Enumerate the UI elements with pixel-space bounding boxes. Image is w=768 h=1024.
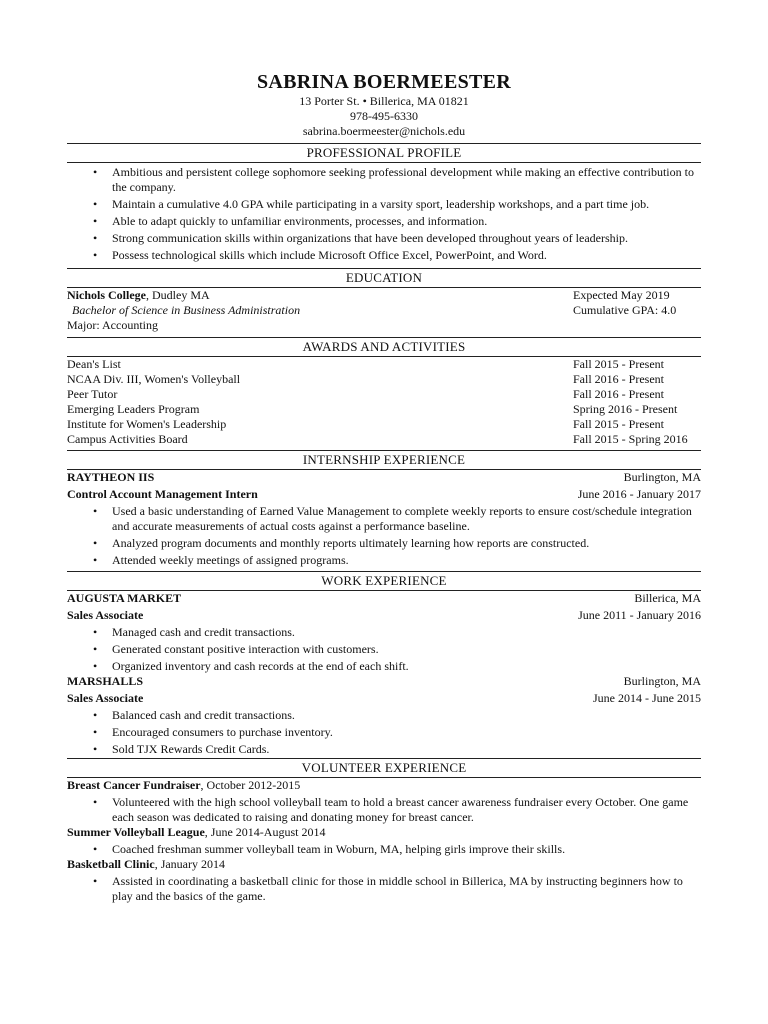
award-name: Peer Tutor [67,387,118,401]
job-header-row [67,591,701,606]
list-item: • Ambitious and persistent college sophomore seeking professional development while making an effective contribution to the company. [67,165,701,195]
job-title: Sales Associate [67,691,144,705]
company-name: MARSHALLS [67,674,144,688]
phone: 978-495-6330 [350,109,418,123]
internship-section [67,450,701,568]
volunteer-list [67,795,701,825]
job-header-row [67,674,701,689]
job-location: Burlington, MA [623,470,701,484]
candidate-name: SABRINA BOERMEESTER [256,71,512,93]
volunteer-list [67,842,701,857]
education-section [67,268,701,333]
job-duties-list [67,708,701,757]
education-row [67,318,701,333]
job-title: Control Account Management Intern [67,487,258,501]
work-section [67,571,701,757]
list-item: • Attended weekly meetings of assigned programs. [67,553,701,568]
school-name: Nichols College [67,288,146,302]
award-date: Fall 2016 - Present [573,387,664,401]
school-location: , Dudley MA [146,288,210,302]
award-row [67,357,701,372]
internship-list [67,504,701,568]
award-row [67,387,701,402]
address: 13 Porter St. • Billerica, MA 01821 [299,94,469,108]
award-date: Spring 2016 - Present [573,402,678,416]
award-row [67,372,701,387]
volunteer-dates: , June 2014-August 2014 [204,825,326,839]
volunteer-org: Summer Volleyball League [67,825,205,839]
education-row [67,288,701,303]
award-name: NCAA Div. III, Women's Volleyball [67,372,241,386]
list-item: • Coached freshman summer volleyball team in Woburn, MA, helping girls improve their skills. [67,842,701,857]
section-heading: VOLUNTEER EXPERIENCE [67,758,701,778]
section-heading: INTERNSHIP EXPERIENCE [67,450,701,470]
section-heading: WORK EXPERIENCE [67,571,701,591]
education-row [67,303,701,318]
email: sabrina.boermeester@nichols.edu [302,124,466,138]
award-name: Dean's List [67,357,121,371]
list-item: • Used a basic understanding of Earned Value Management to complete weekly reports to ensure cost/schedule integration and accurate measurements of actual costs against a performance baseline. [67,504,701,534]
job-duties-list [67,625,701,674]
volunteer-org: Basketball Clinic [67,857,155,871]
section-heading: EDUCATION [67,268,701,288]
award-date: Fall 2015 - Spring 2016 [573,432,688,446]
award-date: Fall 2016 - Present [573,372,664,386]
list-item: • Possess technological skills which include Microsoft Office Excel, PowerPoint, and Word. [67,248,701,263]
job-dates: June 2014 - June 2015 [593,691,701,705]
degree: Bachelor of Science in Business Administration [72,303,301,317]
volunteer-org: Breast Cancer Fundraiser [67,778,201,792]
major: Major: Accounting [67,318,158,332]
section-heading: AWARDS AND ACTIVITIES [67,337,701,357]
job-title: Sales Associate [67,608,144,622]
award-row [67,432,701,447]
volunteer-dates: , October 2012-2015 [200,778,301,792]
gpa: Cumulative GPA: 4.0 [573,303,677,317]
expected-date: Expected May 2019 [573,288,670,302]
volunteer-row [67,857,701,872]
list-item: • Encouraged consumers to purchase inventory. [67,725,701,740]
list-item: • Organized inventory and cash records at the end of each shift. [67,659,701,674]
award-date: Fall 2015 - Present [573,417,664,431]
job-dates: June 2011 - January 2016 [578,608,701,622]
list-item: • Generated constant positive interaction with customers. [67,642,701,657]
award-date: Fall 2015 - Present [573,357,664,371]
list-item: • Balanced cash and credit transactions. [67,708,701,723]
volunteer-section [67,758,701,904]
company-name: AUGUSTA MARKET [67,591,182,605]
company-name: RAYTHEON IIS [67,470,155,484]
job-dates: June 2016 - January 2017 [577,487,701,501]
award-row [67,417,701,432]
volunteer-row [67,778,701,793]
list-item: • Managed cash and credit transactions. [67,625,701,640]
list-item: • Able to adapt quickly to unfamiliar environments, processes, and information. [67,214,701,229]
award-name: Emerging Leaders Program [67,402,200,416]
job-title-row [67,608,701,623]
volunteer-list [67,874,701,904]
volunteer-dates: , January 2014 [154,857,226,871]
award-name: Institute for Women's Leadership [67,417,227,431]
job-header-row [67,470,701,485]
section-heading: PROFESSIONAL PROFILE [67,143,701,163]
list-item: • Assisted in coordinating a basketball clinic for those in middle school in Billerica, MA by instructing beginners how to play and the basics of the game. [67,874,701,904]
profile-section [67,143,701,263]
job-location: Billerica, MA [634,591,701,605]
profile-list [67,165,701,263]
list-item: • Volunteered with the high school volleyball team to hold a breast cancer awareness fundraiser every October. One game each season was dedicated to raising and donating money for breast cancer. [67,795,701,825]
list-item: • Maintain a cumulative 4.0 GPA while participating in a varsity sport, leadership workshops, and a part time job. [67,197,701,212]
awards-section [67,337,701,447]
job-location: Burlington, MA [623,674,701,688]
job-title-row [67,691,701,706]
list-item: • Strong communication skills within organizations that have been developed throughout years of leadership. [67,231,701,246]
award-row [67,402,701,417]
award-name: Campus Activities Board [67,432,188,446]
job-title-row [67,487,701,502]
list-item: • Analyzed program documents and monthly reports ultimately learning how reports are constructed. [67,536,701,551]
volunteer-row [67,825,701,840]
list-item: • Sold TJX Rewards Credit Cards. [67,742,701,757]
